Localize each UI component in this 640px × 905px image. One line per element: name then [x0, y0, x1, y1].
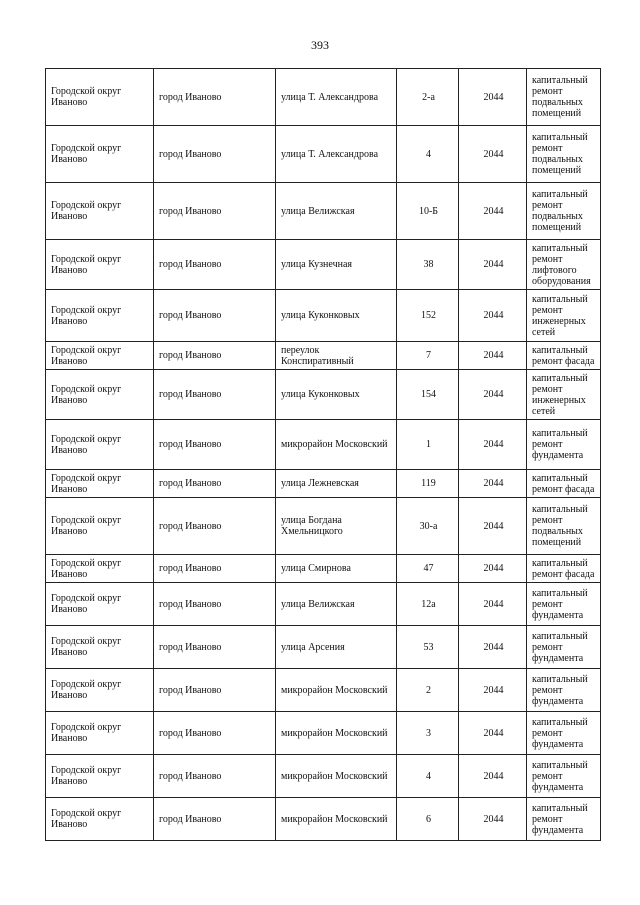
year-cell: 2044 — [459, 342, 527, 370]
district-cell: Городской округ Иваново — [46, 240, 154, 290]
table-row — [46, 183, 601, 240]
year-cell: 2044 — [459, 755, 527, 798]
house-number-cell: 38 — [397, 240, 459, 290]
street-cell: улица Кузнечная — [276, 240, 397, 290]
district-cell: Городской округ Иваново — [46, 712, 154, 755]
city-cell: город Иваново — [154, 555, 276, 583]
table-row — [46, 798, 601, 841]
house-number-cell: 30-а — [397, 498, 459, 555]
house-number-cell: 12а — [397, 583, 459, 626]
street-cell: микрорайон Московский — [276, 420, 397, 470]
table-row — [46, 370, 601, 420]
table-row — [46, 420, 601, 470]
table-row — [46, 583, 601, 626]
city-cell: город Иваново — [154, 290, 276, 342]
repair-schedule-table — [45, 68, 601, 841]
year-cell: 2044 — [459, 626, 527, 669]
city-cell: город Иваново — [154, 420, 276, 470]
house-number-cell: 152 — [397, 290, 459, 342]
street-cell: улица Арсения — [276, 626, 397, 669]
district-cell: Городской округ Иваново — [46, 669, 154, 712]
street-cell: улица Т. Александрова — [276, 69, 397, 126]
work-type-cell: капитальный ремонт лифтового оборудования — [527, 240, 601, 290]
district-cell: Городской округ Иваново — [46, 420, 154, 470]
work-type-cell: капитальный ремонт подвальных помещений — [527, 69, 601, 126]
city-cell: город Иваново — [154, 755, 276, 798]
year-cell: 2044 — [459, 290, 527, 342]
page-number: 393 — [311, 38, 329, 52]
year-cell: 2044 — [459, 370, 527, 420]
work-type-cell: капитальный ремонт подвальных помещений — [527, 183, 601, 240]
work-type-cell: капитальный ремонт фасада — [527, 555, 601, 583]
district-cell: Городской округ Иваново — [46, 583, 154, 626]
year-cell: 2044 — [459, 69, 527, 126]
table-row — [46, 290, 601, 342]
table-row — [46, 498, 601, 555]
house-number-cell: 47 — [397, 555, 459, 583]
house-number-cell: 53 — [397, 626, 459, 669]
work-type-cell: капитальный ремонт инженерных сетей — [527, 370, 601, 420]
district-cell: Городской округ Иваново — [46, 755, 154, 798]
house-number-cell: 4 — [397, 755, 459, 798]
district-cell: Городской округ Иваново — [46, 370, 154, 420]
work-type-cell: капитальный ремонт фундамента — [527, 755, 601, 798]
city-cell: город Иваново — [154, 626, 276, 669]
city-cell: город Иваново — [154, 498, 276, 555]
city-cell: город Иваново — [154, 583, 276, 626]
street-cell: улица Велижская — [276, 183, 397, 240]
year-cell: 2044 — [459, 240, 527, 290]
table-row — [46, 712, 601, 755]
house-number-cell: 10-Б — [397, 183, 459, 240]
table-row — [46, 669, 601, 712]
street-cell: микрорайон Московский — [276, 798, 397, 841]
street-cell: улица Богдана Хмельницкого — [276, 498, 397, 555]
table-row — [46, 470, 601, 498]
house-number-cell: 7 — [397, 342, 459, 370]
year-cell: 2044 — [459, 470, 527, 498]
street-cell: улица Лежневская — [276, 470, 397, 498]
year-cell: 2044 — [459, 183, 527, 240]
house-number-cell: 2 — [397, 669, 459, 712]
district-cell: Городской округ Иваново — [46, 69, 154, 126]
street-cell: переулок Конспиративный — [276, 342, 397, 370]
table-row — [46, 69, 601, 126]
district-cell: Городской округ Иваново — [46, 470, 154, 498]
district-cell: Городской округ Иваново — [46, 498, 154, 555]
year-cell: 2044 — [459, 126, 527, 183]
house-number-cell: 2-а — [397, 69, 459, 126]
table-row — [46, 342, 601, 370]
district-cell: Городской округ Иваново — [46, 126, 154, 183]
street-cell: улица Велижская — [276, 583, 397, 626]
district-cell: Городской округ Иваново — [46, 183, 154, 240]
year-cell: 2044 — [459, 420, 527, 470]
work-type-cell: капитальный ремонт фундамента — [527, 583, 601, 626]
table-row — [46, 126, 601, 183]
work-type-cell: капитальный ремонт фундамента — [527, 669, 601, 712]
work-type-cell: капитальный ремонт подвальных помещений — [527, 498, 601, 555]
year-cell: 2044 — [459, 798, 527, 841]
street-cell: улица Смирнова — [276, 555, 397, 583]
street-cell: микрорайон Московский — [276, 755, 397, 798]
work-type-cell: капитальный ремонт фасада — [527, 470, 601, 498]
table-row — [46, 240, 601, 290]
year-cell: 2044 — [459, 669, 527, 712]
district-cell: Городской округ Иваново — [46, 290, 154, 342]
district-cell: Городской округ Иваново — [46, 798, 154, 841]
city-cell: город Иваново — [154, 342, 276, 370]
year-cell: 2044 — [459, 712, 527, 755]
city-cell: город Иваново — [154, 183, 276, 240]
work-type-cell: капитальный ремонт фундамента — [527, 626, 601, 669]
house-number-cell: 1 — [397, 420, 459, 470]
work-type-cell: капитальный ремонт инженерных сетей — [527, 290, 601, 342]
work-type-cell: капитальный ремонт фасада — [527, 342, 601, 370]
district-cell: Городской округ Иваново — [46, 342, 154, 370]
street-cell: микрорайон Московский — [276, 712, 397, 755]
street-cell: улица Т. Александрова — [276, 126, 397, 183]
table-row — [46, 555, 601, 583]
work-type-cell: капитальный ремонт фундамента — [527, 798, 601, 841]
work-type-cell: капитальный ремонт подвальных помещений — [527, 126, 601, 183]
work-type-cell: капитальный ремонт фундамента — [527, 420, 601, 470]
year-cell: 2044 — [459, 498, 527, 555]
street-cell: микрорайон Московский — [276, 669, 397, 712]
table-row — [46, 755, 601, 798]
city-cell: город Иваново — [154, 240, 276, 290]
year-cell: 2044 — [459, 555, 527, 583]
work-type-cell: капитальный ремонт фундамента — [527, 712, 601, 755]
house-number-cell: 3 — [397, 712, 459, 755]
city-cell: город Иваново — [154, 126, 276, 183]
street-cell: улица Куконковых — [276, 290, 397, 342]
house-number-cell: 6 — [397, 798, 459, 841]
city-cell: город Иваново — [154, 470, 276, 498]
district-cell: Городской округ Иваново — [46, 626, 154, 669]
city-cell: город Иваново — [154, 798, 276, 841]
city-cell: город Иваново — [154, 669, 276, 712]
street-cell: улица Куконковых — [276, 370, 397, 420]
district-cell: Городской округ Иваново — [46, 555, 154, 583]
house-number-cell: 154 — [397, 370, 459, 420]
city-cell: город Иваново — [154, 69, 276, 126]
table-row — [46, 626, 601, 669]
year-cell: 2044 — [459, 583, 527, 626]
house-number-cell: 4 — [397, 126, 459, 183]
city-cell: город Иваново — [154, 712, 276, 755]
house-number-cell: 119 — [397, 470, 459, 498]
city-cell: город Иваново — [154, 370, 276, 420]
